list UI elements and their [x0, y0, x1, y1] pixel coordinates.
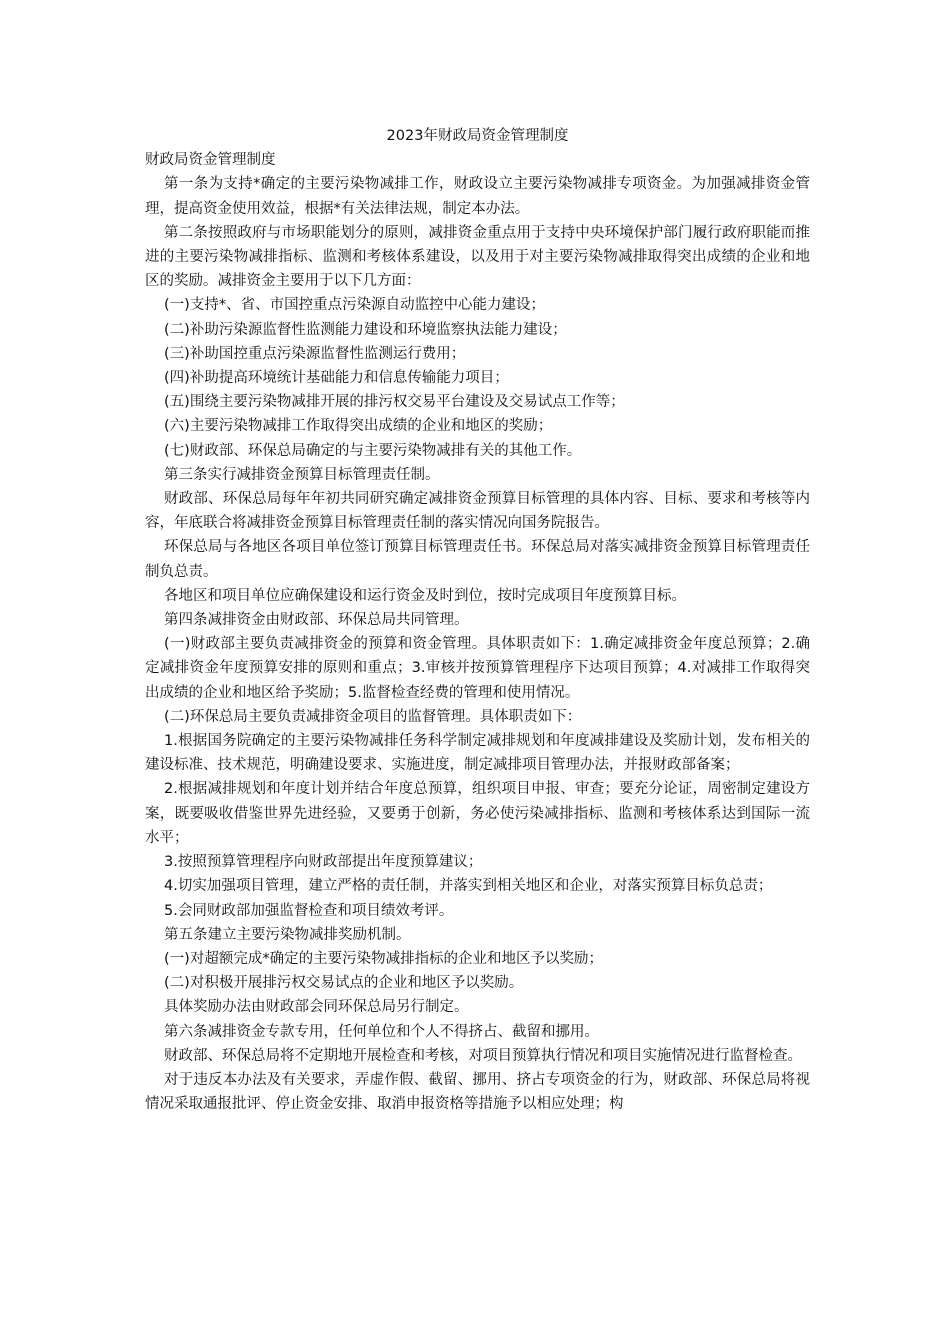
paragraph: (一)财政部主要负责减排资金的预算和资金管理。具体职责如下：1.确定减排资金年度总预算；2.确定减排资金年度预算安排的原则和重点；3.审核并按预算管理程序下达项目预算；4.对减排工作取得突出成绩的企业和地区给予奖励；5.监督检查经费的管理和使用情况。 — [145, 636, 810, 701]
paragraph: 各地区和项目单位应确保建设和运行资金及时到位，按时完成项目年度预算目标。 — [164, 587, 686, 604]
paragraph: (五)围绕主要污染物减排开展的排污权交易平台建设及交易试点工作等； — [164, 394, 625, 411]
paragraph: 环保总局与各地区各项目单位签订预算目标管理责任书。环保总局对落实减排资金预算目标管理责任制负总责。 — [145, 539, 810, 580]
paragraph: 5.会同财政部加强监督检查和项目绩效考评。 — [164, 902, 454, 919]
paragraph: 具体奖励办法由财政部会同环保总局另行制定。 — [164, 999, 469, 1016]
paragraph: 第五条建立主要污染物减排奖励机制。 — [164, 926, 411, 943]
paragraph: (三)补助国控重点污染源监督性监测运行费用； — [164, 345, 466, 362]
paragraph: 第一条为支持*确定的主要污染物减排工作，财政设立主要污染物减排专项资金。为加强减排资金管理，提高资金使用效益，根据*有关法律法规，制定本办法。 — [145, 176, 810, 217]
document-title: 2023年财政局资金管理制度 — [386, 128, 569, 144]
paragraph: 4.切实加强项目管理，建立严格的责任制，并落实到相关地区和企业，对落实预算目标负总责； — [164, 878, 773, 895]
document-page — [145, 124, 810, 1116]
paragraph: (二)环保总局主要负责减排资金项目的监督管理。具体职责如下： — [164, 708, 582, 725]
paragraph: 第三条实行减排资金预算目标管理责任制。 — [164, 466, 440, 483]
paragraph: 2.根据减排规划和年度计划并结合年度总预算，组织项目申报、审查；要充分论证，周密制定建设方案，既要吸收借鉴世界先进经验，又要勇于创新，务必使污染减排指标、监测和考核体系达到国际一流水平； — [145, 781, 810, 846]
paragraph: (六)主要污染物减排工作取得突出成绩的企业和地区的奖励； — [164, 418, 553, 435]
paragraph: (一)支持*、省、市国控重点污染源自动监控中心能力建设； — [164, 297, 546, 314]
paragraph: (二)补助污染源监督性监测能力建设和环境监察执法能力建设； — [164, 321, 567, 338]
paragraph: 1.根据国务院确定的主要污染物减排任务科学制定减排规划和年度减排建设及奖励计划，发布相关的建设标准、技术规范，明确建设要求、实施进度，制定减排项目管理办法，并报财政部备案； — [145, 733, 810, 774]
paragraph: 第二条按照政府与市场职能划分的原则，减排资金重点用于支持中央环境保护部门履行政府职能而推进的主要污染物减排指标、监测和考核体系建设，以及用于对主要污染物减排取得突出成绩的企业和地区的奖励。减排资金主要用于以下几方面： — [145, 224, 810, 290]
paragraph: (二)对积极开展排污权交易试点的企业和地区予以奖励。 — [164, 975, 524, 992]
paragraph: (四)补助提高环境统计基础能力和信息传输能力项目； — [164, 370, 509, 387]
paragraph: 对于违反本办法及有关要求，弄虚作假、截留、挪用、挤占专项资金的行为，财政部、环保总局将视情况采取通报批评、停止资金安排、取消申报资格等措施予以相应处理；构 — [145, 1071, 810, 1113]
paragraph: (一)对超额完成*确定的主要污染物减排指标的企业和地区予以奖励； — [164, 950, 604, 967]
paragraph: 第六条减排资金专款专用，任何单位和个人不得挤占、截留和挪用。 — [164, 1023, 599, 1040]
paragraph: 3.按照预算管理程序向财政部提出年度预算建议； — [164, 854, 483, 871]
paragraph: 第四条减排资金由财政部、环保总局共同管理。 — [164, 612, 469, 629]
document-subtitle: 财政局资金管理制度 — [145, 152, 276, 169]
paragraph: (七)财政部、环保总局确定的与主要污染物减排有关的其他工作。 — [164, 442, 582, 459]
paragraph: 财政部、环保总局每年年初共同研究确定减排资金预算目标管理的具体内容、目标、要求和考核等内容，年底联合将减排资金预算目标管理责任制的落实情况向国务院报告。 — [145, 491, 810, 532]
paragraph: 财政部、环保总局将不定期地开展检查和考核，对项目预算执行情况和项目实施情况进行监督检查。 — [164, 1047, 802, 1064]
